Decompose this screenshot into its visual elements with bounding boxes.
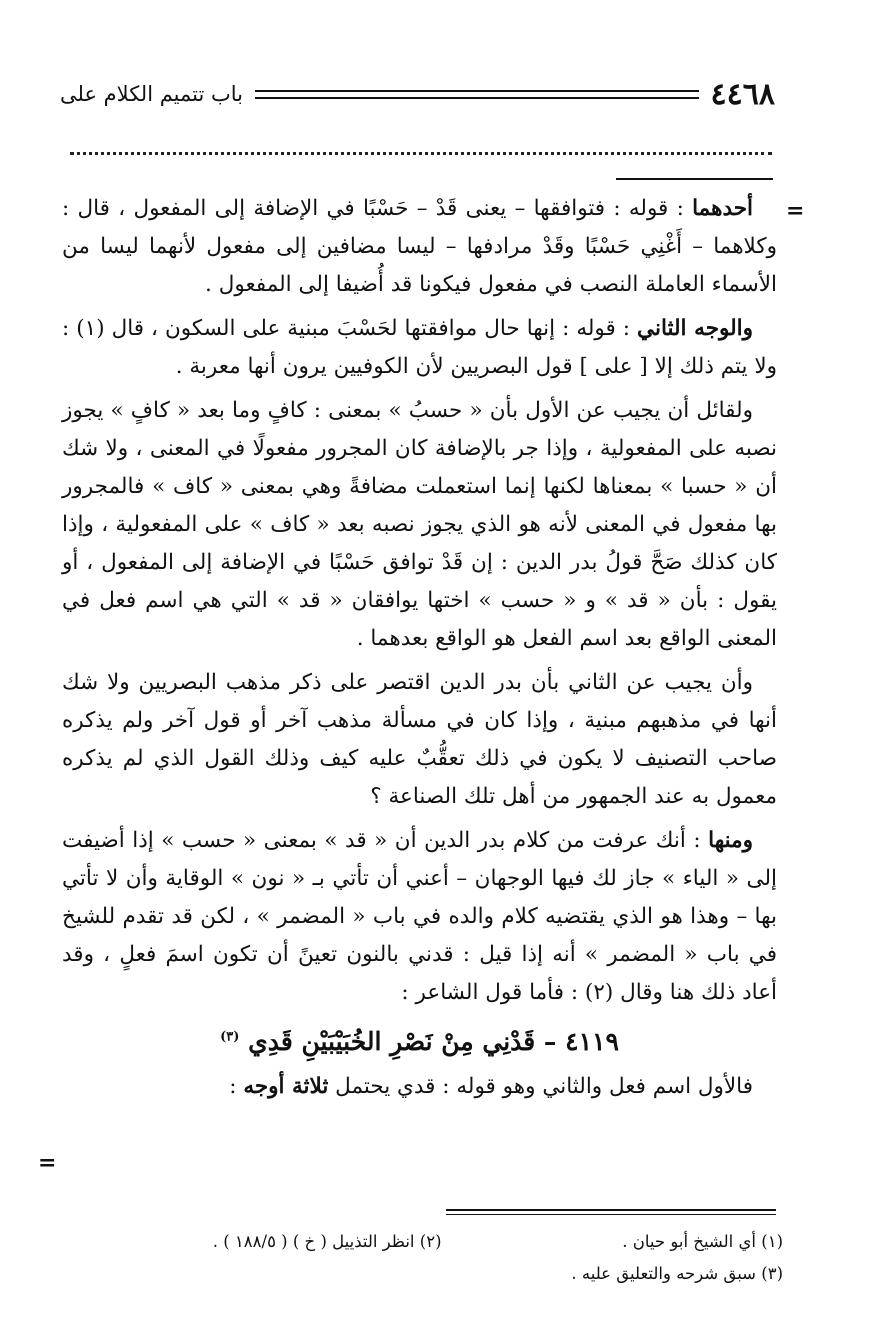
margin-mark-top: = bbox=[786, 198, 805, 224]
paragraph-lead: ومنها bbox=[708, 828, 753, 853]
page-number: ٤٤٦٨ bbox=[710, 76, 775, 112]
paragraph-2 bbox=[62, 310, 777, 386]
closing-bold: ثلاثة أوجه bbox=[243, 1074, 329, 1099]
verse-number: ٤١١٩ bbox=[565, 1027, 619, 1056]
verse-footnote-ref: (٣) bbox=[220, 1029, 240, 1045]
main-text bbox=[62, 190, 777, 1190]
margin-mark-bottom: = bbox=[38, 1150, 57, 1176]
paragraph-1 bbox=[62, 190, 777, 304]
closing-tail: : bbox=[229, 1074, 244, 1099]
footnotes bbox=[100, 1226, 783, 1290]
verse-line bbox=[62, 1018, 777, 1066]
verse-text: – قَدْنِي مِنْ نَصْرِ الخُبَيْبَيْنِ قَدِي bbox=[248, 1027, 557, 1056]
paragraph-lead: أحدهما bbox=[692, 196, 753, 221]
footnote-1: (١) أي الشيخ أبو حيان . bbox=[622, 1232, 783, 1251]
paragraph-text: وأن يجيب عن الثاني بأن بدر الدين اقتصر على ذكر مذهب البصريين ولا شك أنها في مذهبهم مبنية ، وإذا كان في مسألة مذهب آخر أو قول آخر ولم يذكره صاحب التصنيف لا يكون في ذلك تعقُّبٌ عليه كيف وذلك القول الذي لم يذكره معمول به عند الجمهور من أهل تلك الصناعة ؟ bbox=[62, 670, 777, 809]
paragraph-4 bbox=[62, 664, 777, 816]
dotted-separator bbox=[70, 152, 772, 155]
paragraph-text: : أنك عرفت من كلام بدر الدين أن « قد » بمعنى « حسب » إذا أضيفت إلى « الياء » جاز لك فيها الوجهان – أعني أن تأتي بـ « نون » الوقاية وأن لا تأتي بها – وهذا هو الذي يقتضيه كلام والده في باب « المضمر » ، لكن قد تقدم للشيخ في باب « المضمر » أنه إذا قيل : قدني بالنون تعينً أن تكون اسمَ فعلٍ ، وقد أعاد ذلك هنا وقال (٢) : فأما قول الشاعر : bbox=[62, 828, 777, 1005]
footnote-3: (٣) سبق شرحه والتعليق عليه . bbox=[571, 1264, 783, 1283]
paragraph-text: : قوله : إنها حال موافقتها لحَسْبَ مبنية على السكون ، قال (١) : ولا يتم ذلك إلا [ على ] قول البصريين لأن الكوفيين يرون أنها معربة . bbox=[62, 316, 777, 379]
closing-paragraph bbox=[62, 1068, 777, 1106]
paragraph-lead: والوجه الثاني bbox=[637, 316, 753, 341]
paragraph-3 bbox=[62, 392, 777, 658]
page-header bbox=[60, 76, 775, 112]
footnote-row bbox=[100, 1258, 783, 1290]
paragraph-text: ولقائل أن يجيب عن الأول بأن « حسبُ » بمعنى : كافٍ وما بعد « كافٍ » يجوز نصبه على المفعولية ، وإذا جر بالإضافة كان المجرور مفعولًا في المعنى ، ولا شك أن « حسبا » بمعناها لكنها إنما استعملت مضافةً وهي بمعنى « كاف » فالمجرور بها مفعول في المعنى لأنه هو الذي يجوز نصبه بعد « كاف » على المفعولية ، وإذا كان كذلك صَحَّ قولُ بدر الدين : إن قَدْ توافق حَسْبًا في الإضافة إلى المفعول ، أو يقول : بأن « قد » و « حسب » اختها يوافقان « قد » التي هي اسم فعل في المعنى الواقع بعد اسم الفعل هو الواقع بعدهما . bbox=[62, 398, 777, 651]
paragraph-text: : قوله : فتوافقها – يعنى قَدْ – حَسْبًا في الإضافة إلى المفعول ، قال : وكلاهما – أَغْنِي حَسْبًا وقَدْ مرادفها – ليسا مضافين إلى مفعول لأنهما ليسا من الأسماء العاملة النصب في مفعول فيكونا قد أُضيفا إلى المفعول . bbox=[62, 196, 777, 297]
footnote-2: (٢) انظر التذييل ( خ ) ( ١٨٨/٥ ) . bbox=[212, 1232, 442, 1251]
running-title: باب تتميم الكلام على bbox=[60, 82, 244, 106]
header-rule bbox=[255, 90, 699, 99]
closing-text: فالأول اسم فعل والثاني وهو قوله : قدي يحتمل bbox=[328, 1074, 753, 1099]
paragraph-5 bbox=[62, 822, 777, 1012]
footnote-row bbox=[100, 1226, 783, 1258]
footnote-rule bbox=[446, 1209, 776, 1215]
short-rule bbox=[616, 178, 773, 180]
